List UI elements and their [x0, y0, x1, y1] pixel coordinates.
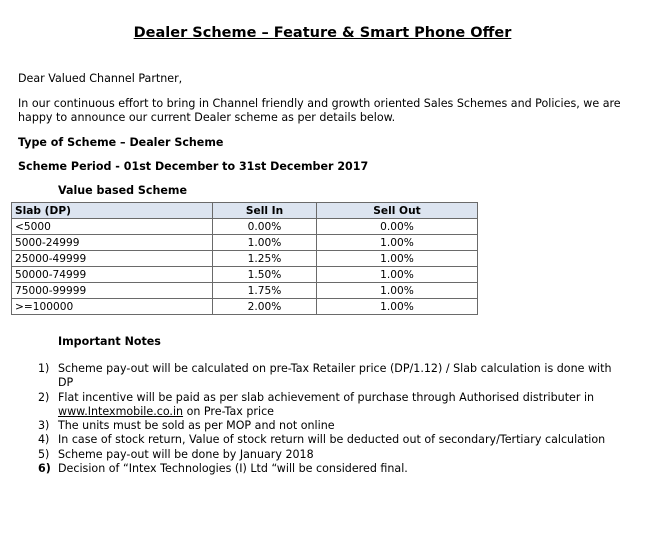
scheme-type: Type of Scheme – Dealer Scheme — [18, 136, 224, 149]
intex-website-link[interactable]: www.Intexmobile.co.in — [58, 404, 184, 418]
note-number: 4) — [38, 433, 50, 447]
greeting: Dear Valued Channel Partner, — [18, 72, 183, 85]
table-title: Value based Scheme — [58, 184, 187, 197]
document-title: Dealer Scheme – Feature & Smart Phone Offer — [133, 25, 512, 41]
table-header-row — [12, 203, 478, 219]
table-row — [12, 283, 478, 299]
cell-sell-in: 2.00% — [213, 299, 317, 315]
note-number: 6) — [38, 462, 51, 476]
table-row — [12, 299, 478, 315]
note-item — [18, 419, 628, 433]
notes-title: Important Notes — [58, 335, 161, 348]
header-sell-out: Sell Out — [317, 203, 478, 219]
note-text: Scheme pay-out will be done by January 2018 — [58, 447, 314, 461]
cell-slab: 50000-74999 — [12, 267, 213, 283]
cell-sell-out: 1.00% — [317, 283, 478, 299]
note-text: Flat incentive will be paid as per slab achievement of purchase through Authorised distributer in — [58, 390, 595, 404]
cell-sell-in: 0.00% — [213, 219, 317, 235]
note-text-continued: on Pre-Tax price — [183, 404, 274, 418]
cell-slab: <5000 — [12, 219, 213, 235]
header-slab: Slab (DP) — [12, 203, 213, 219]
cell-sell-in: 1.25% — [213, 251, 317, 267]
cell-slab: 75000-99999 — [12, 283, 213, 299]
note-text: In case of stock return, Value of stock return will be deducted out of secondary/Tertiary calculation — [58, 433, 606, 447]
note-number: 2) — [38, 390, 50, 404]
cell-sell-in: 1.75% — [213, 283, 317, 299]
note-text: The units must be sold as per MOP and not online — [58, 419, 335, 433]
header-sell-in: Sell In — [213, 203, 317, 219]
cell-slab: 25000-49999 — [12, 251, 213, 267]
notes-list — [18, 362, 628, 476]
table-row — [12, 267, 478, 283]
note-item — [18, 391, 628, 420]
cell-sell-in: 1.50% — [213, 267, 317, 283]
table-row — [12, 219, 478, 235]
note-number: 3) — [38, 419, 50, 433]
table-row — [12, 235, 478, 251]
cell-sell-out: 1.00% — [317, 235, 478, 251]
cell-slab: 5000-24999 — [12, 235, 213, 251]
cell-sell-out: 1.00% — [317, 267, 478, 283]
value-scheme-table — [11, 202, 478, 315]
note-item — [18, 462, 628, 476]
cell-slab: >=100000 — [12, 299, 213, 315]
scheme-period: Scheme Period - 01st December to 31st December 2017 — [18, 160, 369, 173]
cell-sell-out: 0.00% — [317, 219, 478, 235]
note-text: Scheme pay-out will be calculated on pre-Tax Retailer price (DP/1.12) / Slab calculation is done with DP — [58, 362, 612, 390]
cell-sell-out: 1.00% — [317, 251, 478, 267]
cell-sell-out: 1.00% — [317, 299, 478, 315]
note-text: Decision of “Intex Technologies (I) Ltd “will be considered final. — [58, 462, 408, 476]
note-number: 5) — [38, 447, 50, 461]
note-item — [18, 448, 628, 462]
cell-sell-in: 1.00% — [213, 235, 317, 251]
note-item — [18, 362, 628, 391]
table-row — [12, 251, 478, 267]
note-number: 1) — [38, 362, 50, 375]
note-item — [18, 433, 628, 447]
intro-paragraph: In our continuous effort to bring in Channel friendly and growth oriented Sales Schemes and Policies, we are happy to announce our current Dealer scheme as per details below. — [18, 97, 621, 124]
